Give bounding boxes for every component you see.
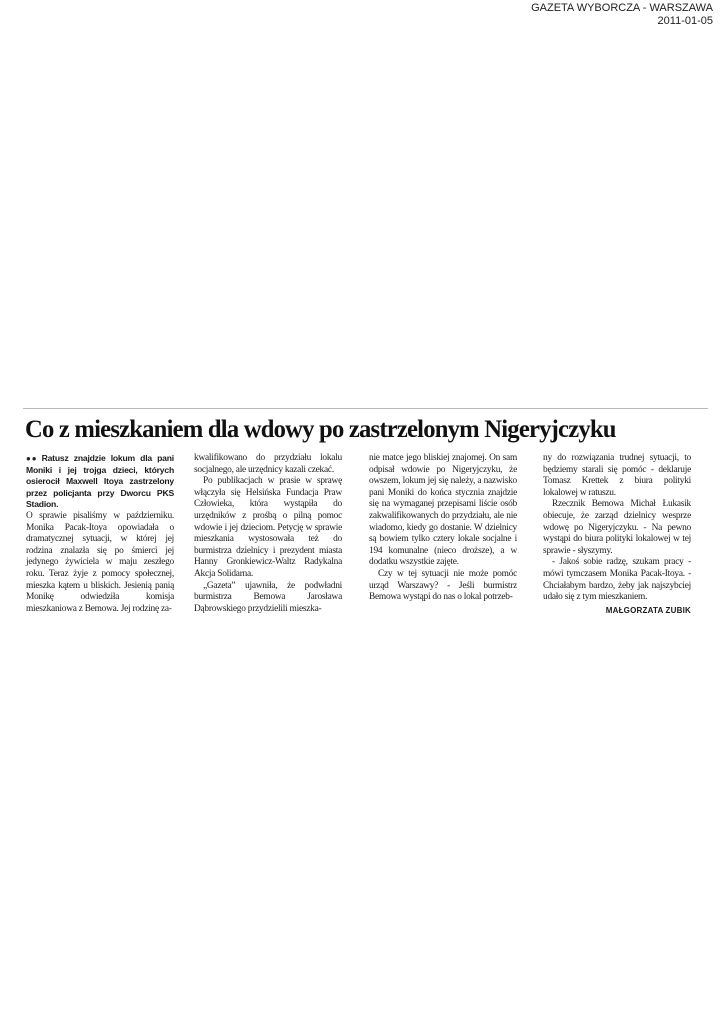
paragraph: - Jakoś sobie radzę, szukam pracy - mówi tymczasem Monika Pacak-Itoya. - Chciałabym bardzo, żeby jak najszybciej udało się z tym mieszkaniem. [543,557,691,603]
paragraph: Czy w tej sytuacji nie może pomóc urząd Warszawy? - Jeśli burmistrz Bemowa wystąpi do nas o lokal potrzeb- [369,568,517,603]
publication-date: 2011-01-05 [657,15,713,27]
paragraph: „Gazeta” ujawniła, że podwładni burmistrza Bemowa Jarosława Dąbrowskiego przydzielili mieszka- [194,580,342,614]
lead-text: Ratusz znajdzie lokum dla pani Moniki i jej trojga dzieci, których osierocił Maxwell Itoya zastrzelony przez policjanta przy Dworcu PKS Stadion. [26,453,174,510]
source-header [531,2,713,28]
paragraph: kwalifikowano do przydziału lokalu socjalnego, ale urzędnicy kazali czekać. [194,453,342,475]
paragraph: ny do rozwiązania trudnej sytuacji, to będziemy starali się pomóc - deklaruje Tomasz Krettek z biura polityki lokalowej w ratuszu. [543,453,691,498]
article-column-4 [543,453,691,616]
paragraph: Po publikacjach w prasie w sprawę włączyła się Helsińska Fundacja Praw Człowieka, która wystąpiła do urzędników z prośbą o pilną pomoc wdowie i jej dzieciom. Petycję w sprawie mieszkania wystosowała też do burmistrza dzielnicy i prezydent miasta Hanny Gronkiewicz-Waltz Radykalna Akcja Solidarna. [194,476,342,579]
double-dot-bullet-icon: ●● [26,454,38,463]
article-lead [26,453,174,511]
publication-name: GAZETA WYBORCZA - WARSZAWA [531,2,713,14]
article-clipping [23,408,708,615]
article-column-2 [194,453,342,615]
article-headline: Co z mieszkaniem dla wdowy po zastrzelonym Nigeryjczyku [25,416,616,443]
article-column-3 [369,453,517,604]
paragraph: Rzecznik Bemowa Michał Łukasik obiecuje, że zarząd dzielnicy wesprze wdowę po Nigeryjczyku. - Na pewno wystąpi do biura polityki lokalowej w tej sprawie - słyszymy. [543,499,691,556]
paragraph: O sprawie pisaliśmy w październiku. Monika Pacak-Itoya opowiadała o dramatycznej sytuacji, w której jej rodzina znalazła się po śmierci jej jedynego żywiciela w maju zeszłego roku. Teraz żyje z pomocy społecznej, mieszka kątem u bliskich. Jesienią panią Monikę odwiedziła komisja mieszkaniowa z Bemowa. Jej rodzinę za- [26,510,174,614]
paragraph: nie matce jego bliskiej znajomej. On sam odpisał wdowie po Nigeryjczyku, że owszem, lokum jej się należy, a nazwisko pani Moniki do końca stycznia znajdzie się na wymaganej przepisami liście osób zakwalifikowanych do przydziału, ale nie wiadomo, kiedy go dostanie. W dzielnicy są bowiem tylko cztery lokale socjalne i 194 komunalne (nieco droższe), a w dodatku wszystkie zajęte. [369,453,517,568]
article-column-1 [26,453,174,615]
article-author: MAŁGORZATA ZUBIK [605,605,691,615]
